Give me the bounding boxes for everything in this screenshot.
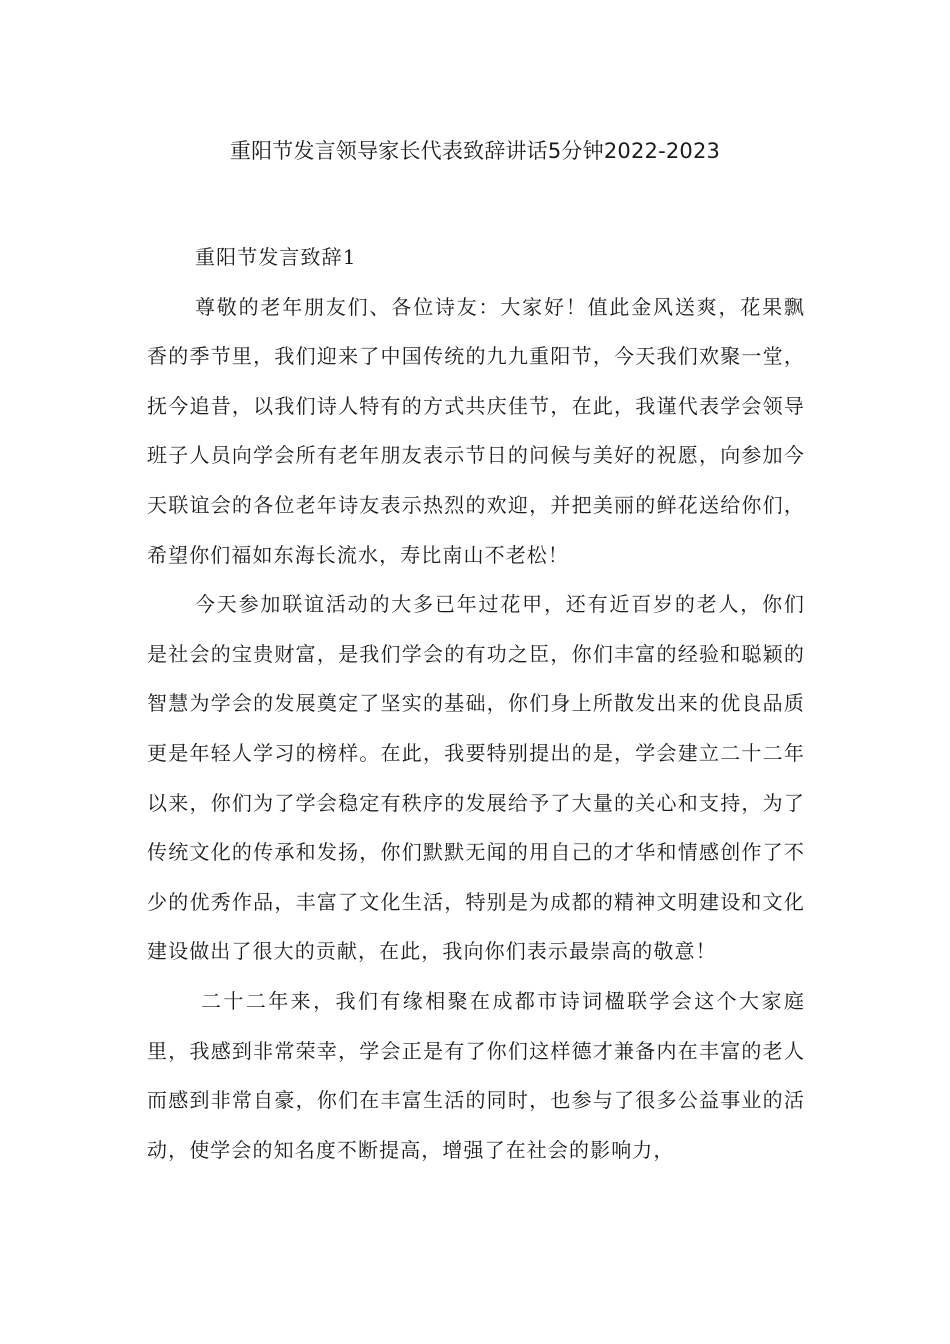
document-body (147, 233, 805, 1175)
paragraph: 尊敬的老年朋友们、各位诗友：大家好！值此金风送爽，花果飘香的季节里，我们迎来了中国传统的九九重阳节，今天我们欢聚一堂，抚今追昔，以我们诗人特有的方式共庆佳节，在此，我谨代表学会领导班子人员向学会所有老年朋友表示节日的问候与美好的祝愿，向参加今天联谊会的各位老年诗友表示热烈的欢迎，并把美丽的鲜花送给你们，希望你们福如东海长流水，寿比南山不老松！ (147, 294, 805, 567)
paragraph: 今天参加联谊活动的大多已年过花甲，还有近百岁的老人，你们是社会的宝贵财富，是我们学会的有功之臣，你们丰富的经验和聪颖的智慧为学会的发展奠定了坚实的基础，你们身上所散发出来的优良品质更是年轻人学习的榜样。在此，我要特别提出的是，学会建立二十二年以来，你们为了学会稳定有秩序的发展给予了大量的关心和支持，为了传统文化的传承和发扬，你们默默无闻的用自己的才华和情感创作了不少的优秀作品，丰富了文化生活，特别是为成都的精神文明建设和文化建设做出了很大的贡献，在此，我向你们表示最崇高的敬意！ (147, 592, 805, 964)
document-title: 重阳节发言领导家长代表致辞讲话5分钟2022-2023 (229, 139, 721, 163)
paragraph: 二十二年来，我们有缘相聚在成都市诗词楹联学会这个大家庭里，我感到非常荣幸，学会正是有了你们这样德才兼备内在丰富的老人而感到非常自豪，你们在丰富生活的同时，也参与了很多公益事业的活动，使学会的知名度不断提高，增强了在社会的影响力， (147, 988, 805, 1162)
section-heading: 重阳节发言致辞1 (195, 245, 357, 269)
